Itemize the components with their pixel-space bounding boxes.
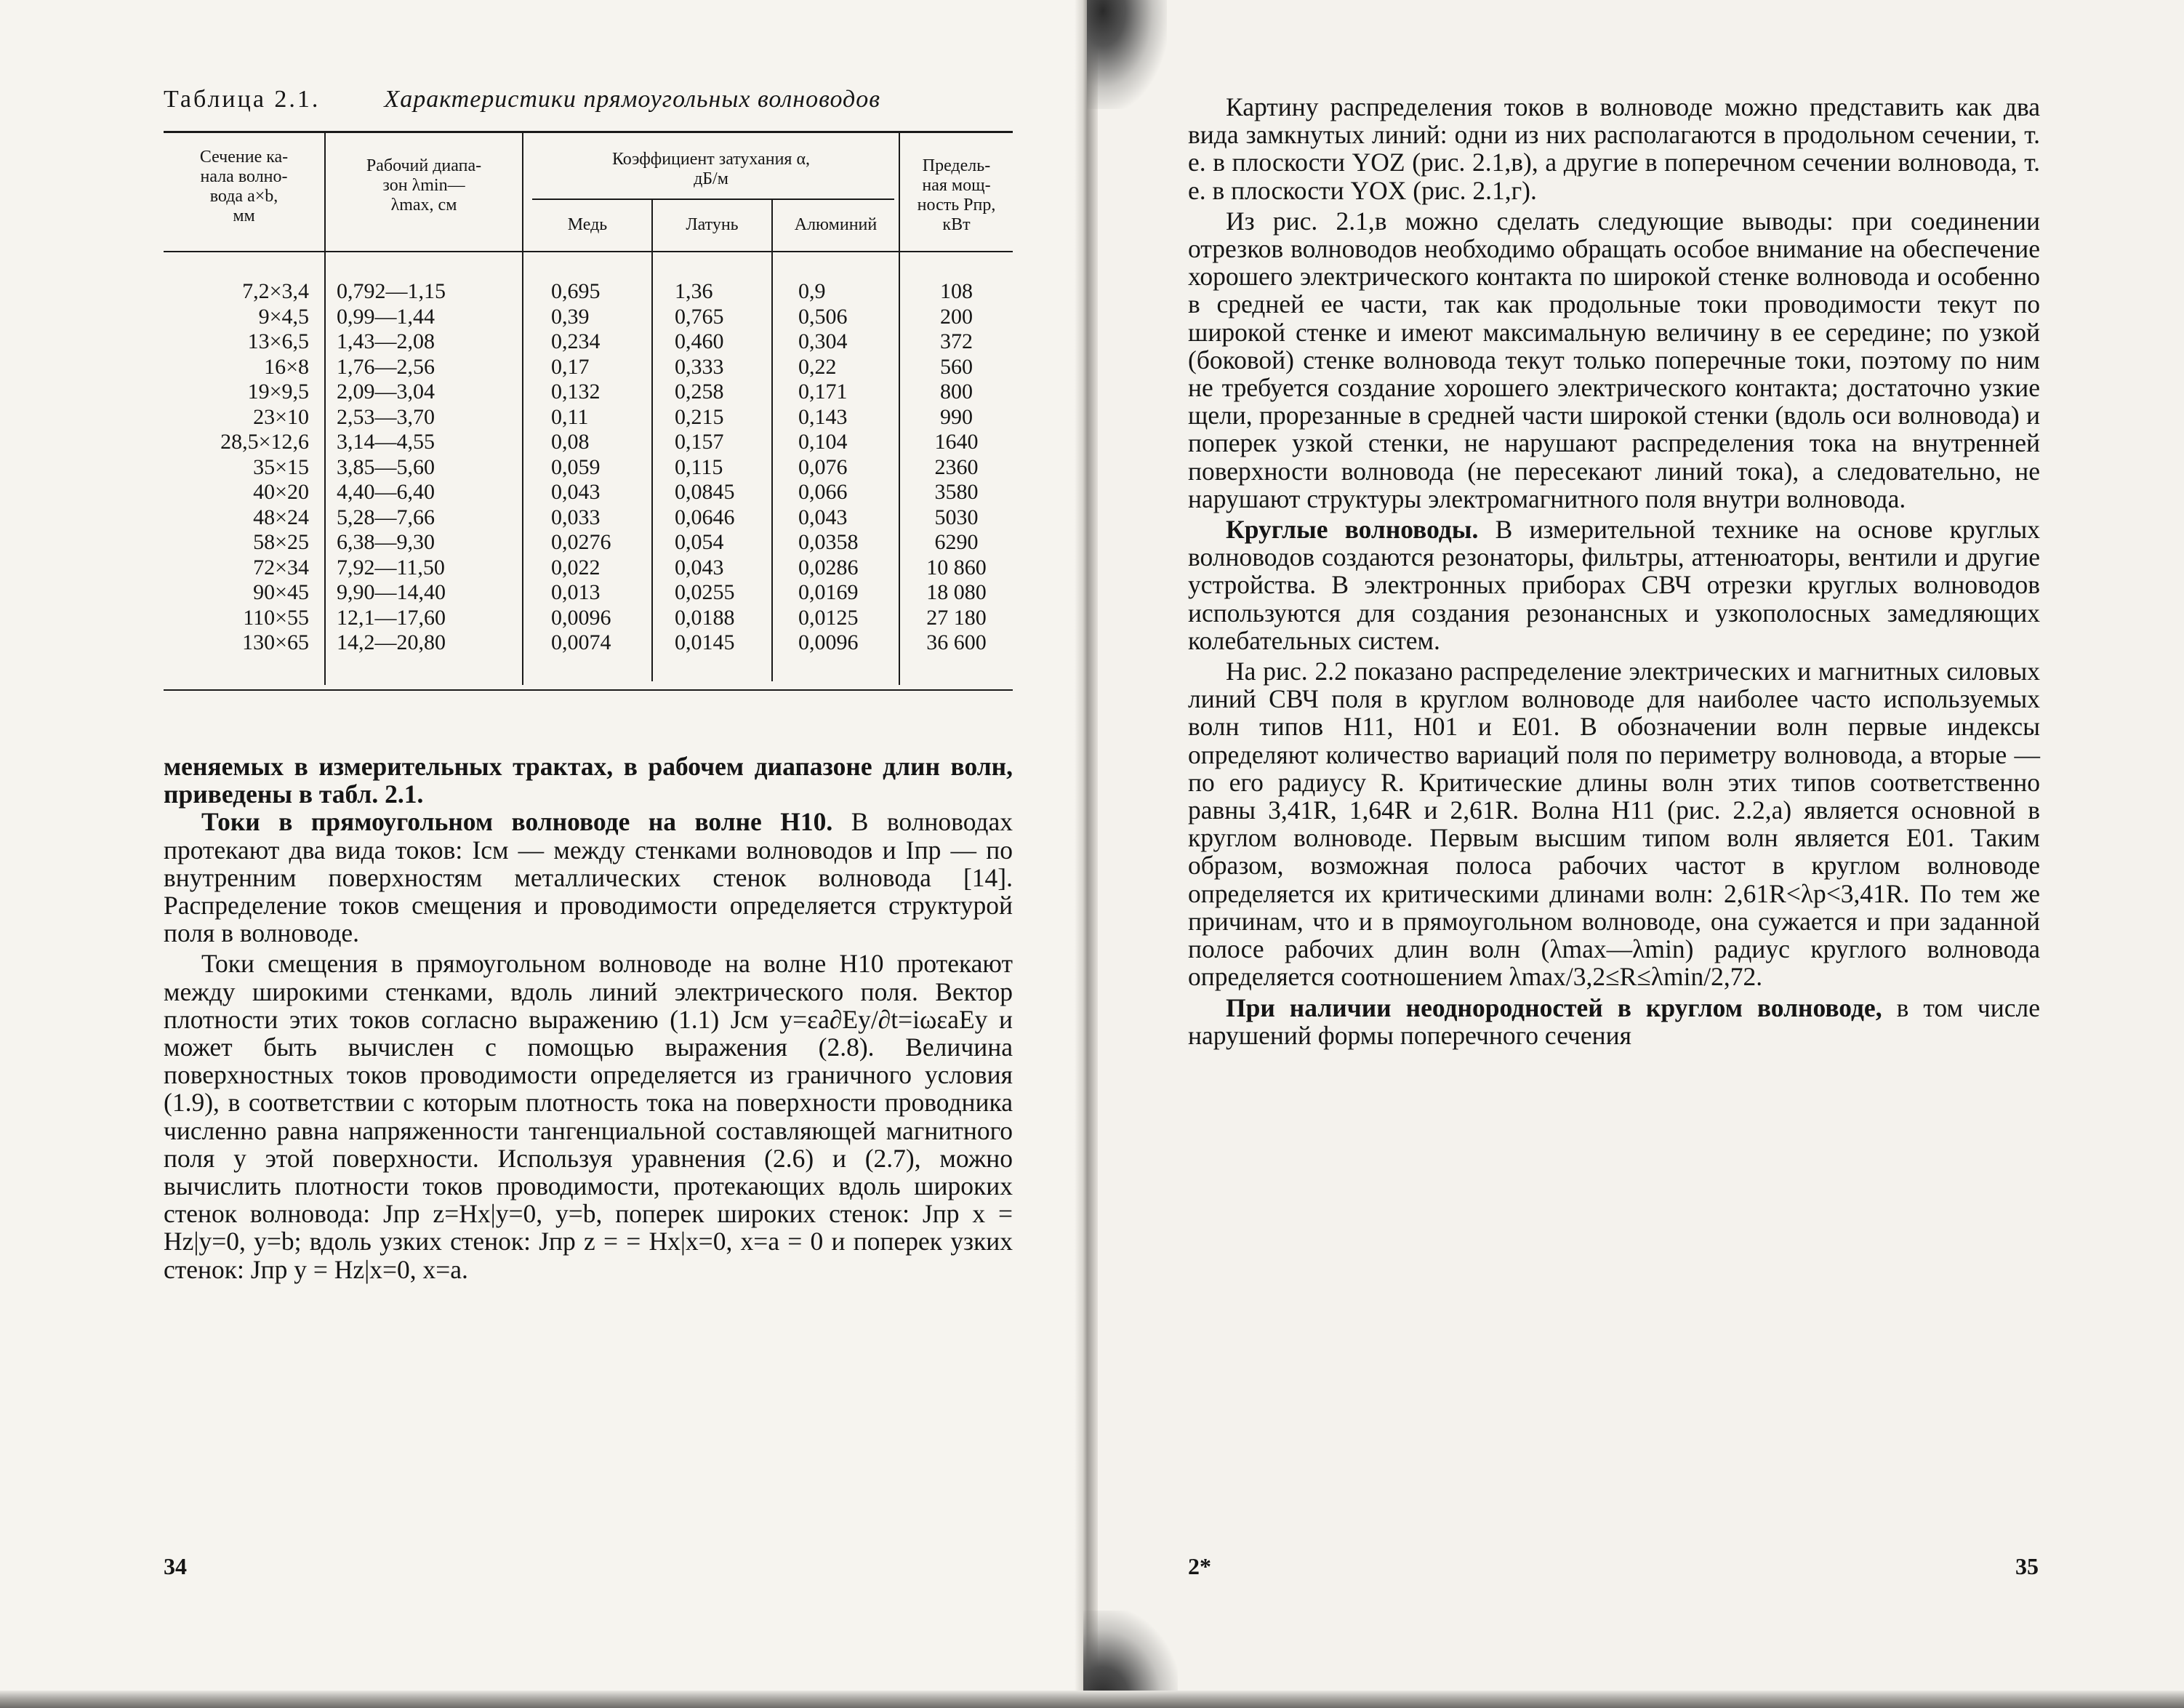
cell-range: 5,28—7,66 bbox=[337, 505, 435, 529]
cell-section: 48×24 bbox=[253, 505, 309, 529]
cell-brass: 1,36 bbox=[675, 279, 713, 303]
table-divider bbox=[651, 200, 653, 681]
cell-section: 35×15 bbox=[253, 454, 309, 479]
header-line: вода a×b, bbox=[209, 187, 278, 206]
header-line: ность Pпр, bbox=[917, 196, 996, 214]
cell-copper: 0,234 bbox=[551, 329, 601, 353]
cell-aluminum: 0,0096 bbox=[798, 630, 859, 654]
header-line: нала волно- bbox=[200, 167, 288, 186]
cell-section: 7,2×3,4 bbox=[242, 279, 309, 303]
cell-aluminum: 0,043 bbox=[798, 505, 848, 529]
cell-aluminum: 0,0125 bbox=[798, 605, 859, 630]
cell-power: 18 080 bbox=[926, 580, 987, 604]
cell-copper: 0,39 bbox=[551, 304, 590, 329]
cell-copper: 0,695 bbox=[551, 279, 601, 303]
cell-brass: 0,460 bbox=[675, 329, 724, 353]
cell-section: 9×4,5 bbox=[258, 304, 309, 329]
table-divider bbox=[771, 200, 773, 681]
cell-range: 3,85—5,60 bbox=[337, 454, 435, 479]
cell-power: 2360 bbox=[934, 454, 979, 479]
cell-copper: 0,132 bbox=[551, 380, 601, 404]
header-line: Коэффициент затухания α, bbox=[611, 150, 811, 169]
cell-copper: 0,059 bbox=[551, 454, 601, 479]
cell-copper: 0,043 bbox=[551, 480, 601, 504]
cell-section: 13×6,5 bbox=[247, 329, 309, 353]
cell-aluminum: 0,076 bbox=[798, 454, 848, 479]
cell-brass: 0,115 bbox=[675, 454, 723, 479]
paragraph-text: в том числе нарушений формы поперечного сечения bbox=[1188, 993, 2040, 1050]
paragraph bbox=[1188, 516, 2040, 654]
cell-copper: 0,033 bbox=[551, 505, 601, 529]
cell-aluminum: 0,0169 bbox=[798, 580, 859, 604]
paragraph: На рис. 2.2 показано распределение электрических и магнитных силовых линий СВЧ поля в круглом волноводе для наиболее часто используемых волн типов H11, H01 и E01. В обозначении волн первые индексы определяют количество вариаций поля по периметру волновода, а вторые — по его радиусу R. Критические длины волн этих типов соответственно равны 3,41R, 1,64R и 2,61R. Волна H11 (рис. 2.2,а) является основной в круглом волноводе. Первым высшим типом волн является E01. Таким образом, возможная полоса рабочих частот в круглом волноводе определяется их критическими длинами волн: 2,61R<λр<3,41R. По тем же причинам, что и в прямоугольном волноводе, она сужается и при заданной полосе рабочих длин волн (λmax—λmin) радиус круглого волновода определяется соотношением λmax/3,2≤R≤λmin/2,72. bbox=[1188, 657, 2040, 992]
header-line: кВт bbox=[942, 215, 971, 234]
cell-power: 5030 bbox=[934, 505, 979, 529]
left-body-text bbox=[164, 753, 1013, 1283]
cell-section: 16×8 bbox=[264, 354, 309, 379]
cell-section: 110×55 bbox=[243, 605, 309, 630]
cell-section: 72×34 bbox=[253, 555, 309, 580]
header-line: Рабочий диапа- bbox=[366, 156, 482, 175]
paragraph-text: В измерительной технике на основе круглых волноводов создаются резонаторы, фильтры, аттенюаторы, вентили и другие устройства. В электронных приборах СВЧ отрезки круглых волноводов используются для создания резонансных и узкополосных замедляющих колебательных систем. bbox=[1188, 515, 2040, 655]
cell-power: 36 600 bbox=[926, 630, 987, 654]
cell-range: 12,1—17,60 bbox=[337, 605, 446, 630]
cell-copper: 0,013 bbox=[551, 580, 601, 604]
header-line: Предель- bbox=[922, 156, 991, 175]
cell-aluminum: 0,066 bbox=[798, 480, 848, 504]
section-heading: Токи в прямоугольном волноводе на волне H10. bbox=[201, 807, 833, 837]
paragraph: Картину распределения токов в волноводе можно представить как два вида замкнутых линий: одни из них располагаются в продольном сечении, т. е. в плоскости YOZ (рис. 2.1,в), а другие в поперечном сечении волновода, т. е. в плоскости YOX (рис. 2.1,г). bbox=[1188, 92, 2040, 205]
cell-copper: 0,11 bbox=[551, 404, 589, 429]
column-section bbox=[164, 279, 309, 656]
section-heading: При наличии неоднородностей в круглом волноводе, bbox=[1226, 993, 1882, 1022]
cell-copper: 0,0276 bbox=[551, 530, 611, 554]
signature-mark: 2* bbox=[1188, 1553, 1211, 1579]
header-line: дБ/м bbox=[694, 169, 728, 188]
header-line: мм bbox=[233, 207, 255, 225]
attenuation-subheader-rule bbox=[532, 199, 894, 200]
paragraph: меняемых в измерительных трактах, в рабочем диапазоне длин волн, приведены в табл. 2.1. bbox=[164, 752, 1013, 809]
cell-power: 1640 bbox=[934, 430, 979, 454]
cell-power: 3580 bbox=[934, 480, 979, 504]
cell-range: 2,09—3,04 bbox=[337, 380, 435, 404]
section-heading: Круглые волноводы. bbox=[1226, 515, 1479, 545]
cell-brass: 0,215 bbox=[675, 404, 724, 429]
column-brass bbox=[675, 279, 769, 656]
page-number-left: 34 bbox=[164, 1553, 187, 1579]
paragraph-text: В волноводах протекают два вида токов: Iсм — между стенками волноводов и Iпр — по внутренним поверхностям металлических стенок волновода [14]. Распределение токов смещения и проводимости определяется структурой поля в волноводе. bbox=[164, 807, 1013, 948]
page-number-right: 35 bbox=[2015, 1553, 2039, 1579]
cell-aluminum: 0,9 bbox=[798, 279, 826, 303]
header-range bbox=[326, 156, 522, 215]
header-attenuation bbox=[523, 150, 899, 189]
table-divider bbox=[324, 132, 326, 685]
cell-brass: 0,0845 bbox=[675, 480, 735, 504]
paragraph: Из рис. 2.1,в можно сделать следующие выводы: при соединении отрезков волноводов необходимо обращать особое внимание на обеспечение хорошего электрического контакта по широкой стенке волновода и особенно в средней ее части, так как продольные токи проводимости текут по широкой стенке и имеют максимальную величину в ее середине; по узкой (боковой) стенке волновода текут только поперечные токи, поэтому по ним не требуется создание хорошего электрического контакта; достаточно узкие щели, прорезанные в средней части широкой стенки (вдоль оси волновода) и поперек узкой стенки, не нарушают распределения тока на внутренней поверхности волновода (не пересекают линий тока), а следовательно, не нарушают структуры электромагнитного поля внутри волновода. bbox=[1188, 206, 2040, 513]
scan-shadow-top bbox=[1087, 0, 1167, 109]
cell-power: 560 bbox=[940, 354, 973, 379]
scan-bottom-edge bbox=[0, 1691, 2184, 1708]
cell-section: 19×9,5 bbox=[247, 380, 309, 404]
header-brass: Латунь bbox=[686, 215, 739, 234]
cell-copper: 0,022 bbox=[551, 555, 601, 580]
table-header-rule bbox=[164, 251, 1013, 252]
cell-power: 200 bbox=[940, 304, 973, 329]
cell-power: 800 bbox=[940, 380, 973, 404]
cell-brass: 0,0145 bbox=[675, 630, 735, 654]
cell-range: 1,43—2,08 bbox=[337, 329, 435, 353]
column-power bbox=[900, 279, 1013, 656]
cell-range: 7,92—11,50 bbox=[337, 555, 445, 580]
cell-aluminum: 0,104 bbox=[798, 430, 848, 454]
cell-aluminum: 0,0358 bbox=[798, 530, 859, 554]
table-title: Характеристики прямоугольных волноводов bbox=[384, 86, 880, 113]
table-top-rule bbox=[164, 131, 1013, 133]
cell-aluminum: 0,143 bbox=[798, 404, 848, 429]
column-copper bbox=[551, 279, 646, 656]
cell-brass: 0,043 bbox=[675, 555, 724, 580]
cell-aluminum: 0,304 bbox=[798, 329, 848, 353]
table-bottom-rule bbox=[164, 689, 1013, 691]
cell-range: 1,76—2,56 bbox=[337, 354, 435, 379]
cell-range: 4,40—6,40 bbox=[337, 480, 435, 504]
cell-aluminum: 0,171 bbox=[798, 380, 848, 404]
table-number: Таблица 2.1. bbox=[164, 86, 321, 113]
cell-copper: 0,17 bbox=[551, 354, 590, 379]
header-aluminum: Алюминий bbox=[794, 215, 878, 234]
header-line: Сечение ка- bbox=[199, 148, 289, 167]
cell-section: 28,5×12,6 bbox=[220, 430, 309, 454]
cell-power: 372 bbox=[940, 329, 973, 353]
cell-brass: 0,054 bbox=[675, 530, 724, 554]
paragraph bbox=[1188, 994, 2040, 1049]
cell-power: 6290 bbox=[934, 530, 979, 554]
cell-range: 14,2—20,80 bbox=[337, 630, 446, 654]
header-power bbox=[900, 156, 1013, 235]
cell-copper: 0,08 bbox=[551, 430, 590, 454]
right-body-text bbox=[1188, 93, 2040, 1049]
header-section bbox=[164, 148, 324, 226]
cell-section: 40×20 bbox=[253, 480, 309, 504]
cell-aluminum: 0,22 bbox=[798, 354, 837, 379]
cell-copper: 0,0074 bbox=[551, 630, 611, 654]
cell-brass: 0,0646 bbox=[675, 505, 735, 529]
cell-aluminum: 0,506 bbox=[798, 304, 848, 329]
table-caption bbox=[164, 86, 880, 113]
cell-range: 9,90—14,40 bbox=[337, 580, 446, 604]
cell-section: 90×45 bbox=[253, 580, 309, 604]
cell-brass: 0,765 bbox=[675, 304, 724, 329]
cell-brass: 0,0255 bbox=[675, 580, 735, 604]
cell-brass: 0,0188 bbox=[675, 605, 735, 630]
cell-power: 10 860 bbox=[926, 555, 987, 580]
cell-aluminum: 0,0286 bbox=[798, 555, 859, 580]
cell-range: 2,53—3,70 bbox=[337, 404, 435, 429]
cell-power: 108 bbox=[940, 279, 973, 303]
paragraph: Токи смещения в прямоугольном волноводе на волне H10 протекают между широкими стенками, вдоль линий электрического поля. Вектор плотности этих токов согласно выражению (1.1) Jсм y=εa∂Ey/∂t=iωεaEy и может быть вычислен с помощью выражения (2.8). Величина поверхностных токов проводимости определяется из граничного условия (1.9), в соответствии с которым плотность тока на поверхности проводника численно равна напряженности тангенциальной составляющей магнитного поля у этой поверхности. Используя уравнения (2.6) и (2.7), можно вычислить плотности токов проводимости, протекающих вдоль широких стенок волновода: Jпр z=Hx|y=0, y=b, поперек широких стенок: Jпр x = Hz|y=0, y=b; вдоль узких стенок: Jпр z = = Hx|x=0, x=a = 0 и поперек узких стенок: Jпр y = Hz|x=0, x=a. bbox=[164, 949, 1013, 1284]
cell-section: 130×65 bbox=[242, 630, 309, 654]
book-gutter bbox=[1075, 0, 1098, 1708]
paragraph bbox=[164, 808, 1013, 947]
cell-section: 23×10 bbox=[253, 404, 309, 429]
cell-range: 0,99—1,44 bbox=[337, 304, 435, 329]
column-aluminum bbox=[798, 279, 896, 656]
cell-power: 990 bbox=[940, 404, 973, 429]
cell-range: 3,14—4,55 bbox=[337, 430, 435, 454]
cell-range: 6,38—9,30 bbox=[337, 530, 435, 554]
cell-section: 58×25 bbox=[253, 530, 309, 554]
header-copper: Медь bbox=[567, 215, 608, 234]
column-range bbox=[337, 279, 518, 656]
cell-copper: 0,0096 bbox=[551, 605, 611, 630]
cell-brass: 0,258 bbox=[675, 380, 724, 404]
header-line: зон λmin— bbox=[382, 176, 465, 195]
cell-brass: 0,157 bbox=[675, 430, 724, 454]
header-line: ная мощ- bbox=[922, 176, 991, 195]
cell-brass: 0,333 bbox=[675, 354, 724, 379]
cell-power: 27 180 bbox=[926, 605, 987, 630]
header-line: λmax, см bbox=[390, 196, 457, 214]
cell-range: 0,792—1,15 bbox=[337, 279, 446, 303]
